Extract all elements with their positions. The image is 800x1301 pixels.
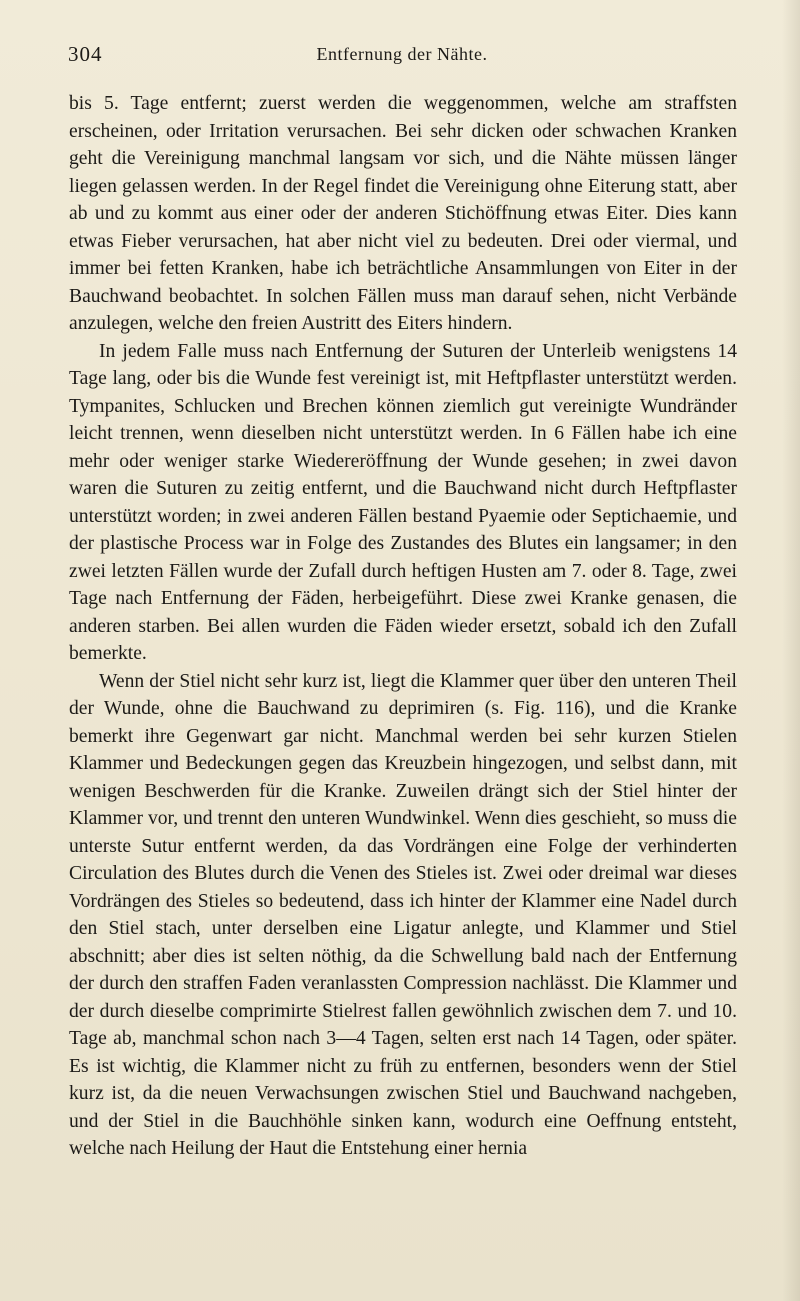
body-text: [69, 90, 737, 1163]
paragraph-1: bis 5. Tage entfernt; zuerst werden die weggenommen, welche am straffsten erscheinen, oder Irritation verursachen. Bei sehr dicken oder schwachen Kranken geht die Vereinigung manchmal langsam vor sich, und die Nähte müssen länger liegen gelassen werden. In der Regel findet die Vereinigung ohne Eiterung statt, aber ab und zu kommt aus einer oder der anderen Stichöffnung etwas Eiter. Dies kann etwas Fieber verursachen, hat aber nicht viel zu bedeuten. Drei oder viermal, und immer bei fetten Kranken, habe ich beträchtliche Ansammlungen von Eiter in der Bauchwand beobachtet. In solchen Fällen muss man darauf sehen, nicht Verbände anzulegen, welche den freien Austritt des Eiters hindern.: [69, 93, 737, 334]
page-header: [68, 42, 736, 72]
running-title: Entfernung der Nähte.: [316, 44, 488, 64]
paragraph-2: In jedem Falle muss nach Entfernung der Suturen der Unterleib wenigstens 14 Tage lang, oder bis die Wunde fest vereinigt ist, mit Heftpflaster unterstützt werden. Tympanites, Schlucken und Brechen können ziemlich gut vereinigte Wundränder leicht trennen, wenn dieselben nicht unterstützt werden. In 6 Fällen habe ich eine mehr oder weniger starke Wiedereröffnung der Wunde gesehen; in zwei davon waren die Suturen zu zeitig entfernt, und die Bauchwand nicht durch Heftpflaster unterstützt worden; in zwei anderen Fällen bestand Pyaemie oder Septichaemie, und der plastische Process war in Folge des Zustandes des Blutes ein langsamer; in den zwei letzten Fällen wurde der Zufall durch heftigen Husten am 7. oder 8. Tage, zwei Tage nach Entfernung der Fäden, herbeigeführt. Diese zwei Kranke genasen, die anderen starben. Bei allen wurden die Fäden wieder ersetzt, sobald ich den Zufall bemerkte.: [69, 340, 737, 664]
page-number: 304: [68, 42, 103, 66]
page-edge-shadow: [782, 0, 800, 1301]
paragraph-3: Wenn der Stiel nicht sehr kurz ist, liegt die Klammer quer über den unteren Theil der Wunde, ohne die Bauchwand zu deprimiren (s. Fig. 116), und die Kranke bemerkt ihre Gegenwart gar nicht. Manchmal werden bei sehr kurzen Stielen Klammer und Bedeckungen gegen das Kreuzbein hingezogen, und selbst dann, mit wenigen Beschwerden für die Kranke. Zuweilen drängt sich der Stiel hinter der Klammer vor, und trennt den unteren Wundwinkel. Wenn dies geschieht, so muss die unterste Sutur entfernt werden, da das Vordrängen eine Folge der verhinderten Circulation des Blutes durch die Venen des Stieles ist. Zwei oder dreimal war dieses Vordrängen des Stieles so bedeutend, dass ich hinter der Klammer eine Nadel durch den Stiel stach, unter derselben eine Ligatur anlegte, und Klammer und Stiel abschnitt; aber dies ist selten nöthig, da die Schwellung bald nach der Entfernung der durch den straffen Faden veranlassten Compression nachlässt. Die Klammer und der durch dieselbe comprimirte Stielrest fallen gewöhnlich zwischen dem 7. und 10. Tage ab, manchmal schon nach 3—4 Tagen, selten erst nach 14 Tagen, oder später. Es ist wichtig, die Klammer nicht zu früh zu entfernen, besonders wenn der Stiel kurz ist, da die neuen Verwachsungen zwischen Stiel und Bauchwand nachgeben, und der Stiel in die Bauchhöhle sinken kann, wodurch eine Oeffnung entsteht, welche nach Heilung der Haut die Entstehung einer hernia: [69, 670, 737, 1159]
